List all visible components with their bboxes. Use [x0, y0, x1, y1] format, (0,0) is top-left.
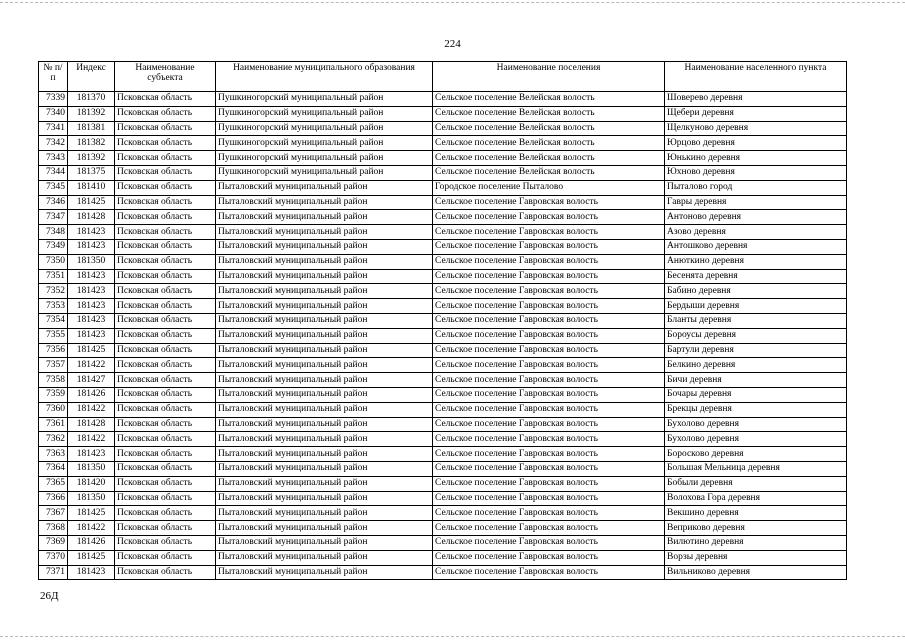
cell-municipality: Пушкиногорский муниципальный район: [216, 136, 433, 151]
cell-locality: Бесенята деревня: [665, 269, 847, 284]
table-row: [39, 521, 847, 536]
cell-index: 181423: [68, 269, 115, 284]
cell-subject: Псковская область: [115, 521, 216, 536]
cell-municipality: Пыталовский муниципальный район: [216, 313, 433, 328]
cell-settlement: Сельское поселение Гавровская волость: [433, 313, 665, 328]
cell-municipality: Пыталовский муниципальный район: [216, 358, 433, 373]
cell-municipality: Пыталовский муниципальный район: [216, 417, 433, 432]
cell-index: 181428: [68, 210, 115, 225]
cell-settlement: Сельское поселение Гавровская волость: [433, 535, 665, 550]
table-row: [39, 402, 847, 417]
cell-municipality: Пыталовский муниципальный район: [216, 180, 433, 195]
cell-municipality: Пыталовский муниципальный район: [216, 535, 433, 550]
cell-locality: Антошково деревня: [665, 239, 847, 254]
header-municipality: Наименование муниципального образования: [216, 62, 433, 92]
cell-settlement: Сельское поселение Гавровская волость: [433, 565, 665, 580]
page-number: 224: [444, 38, 461, 50]
cell-index: 181423: [68, 225, 115, 240]
cell-settlement: Сельское поселение Велейская волость: [433, 121, 665, 136]
cell-subject: Псковская область: [115, 432, 216, 447]
cell-locality: Антоново деревня: [665, 210, 847, 225]
cell-subject: Псковская область: [115, 165, 216, 180]
table-row: [39, 417, 847, 432]
header-settlement: Наименование поселения: [433, 62, 665, 92]
table-row: [39, 121, 847, 136]
cell-index: 181382: [68, 136, 115, 151]
cell-num: 7346: [39, 195, 68, 210]
cell-index: 181422: [68, 432, 115, 447]
cell-municipality: Пыталовский муниципальный район: [216, 195, 433, 210]
cell-settlement: Сельское поселение Велейская волость: [433, 165, 665, 180]
cell-settlement: Сельское поселение Гавровская волость: [433, 299, 665, 314]
table-row: [39, 225, 847, 240]
cell-municipality: Пушкиногорский муниципальный район: [216, 121, 433, 136]
cell-index: 181423: [68, 565, 115, 580]
cell-settlement: Городское поселение Пыталово: [433, 180, 665, 195]
cell-settlement: Сельское поселение Гавровская волость: [433, 550, 665, 565]
table-row: [39, 358, 847, 373]
cell-subject: Псковская область: [115, 402, 216, 417]
cell-subject: Псковская область: [115, 373, 216, 388]
cell-index: 181422: [68, 402, 115, 417]
table-row: [39, 343, 847, 358]
cell-subject: Псковская область: [115, 343, 216, 358]
cell-num: 7366: [39, 491, 68, 506]
cell-settlement: Сельское поселение Гавровская волость: [433, 476, 665, 491]
cell-locality: Вильниково деревня: [665, 565, 847, 580]
cell-municipality: Пыталовский муниципальный район: [216, 521, 433, 536]
cell-num: 7363: [39, 447, 68, 462]
cell-locality: Вилютино деревня: [665, 535, 847, 550]
cell-settlement: Сельское поселение Гавровская волость: [433, 373, 665, 388]
cell-settlement: Сельское поселение Гавровская волость: [433, 402, 665, 417]
cell-num: 7356: [39, 343, 68, 358]
cell-subject: Псковская область: [115, 550, 216, 565]
cell-subject: Псковская область: [115, 92, 216, 107]
cell-index: 181350: [68, 461, 115, 476]
table-row: [39, 565, 847, 580]
cell-num: 7343: [39, 151, 68, 166]
cell-num: 7360: [39, 402, 68, 417]
cell-subject: Псковская область: [115, 121, 216, 136]
cell-settlement: Сельское поселение Гавровская волость: [433, 343, 665, 358]
table-row: [39, 373, 847, 388]
cell-num: 7359: [39, 387, 68, 402]
cell-index: 181392: [68, 151, 115, 166]
cell-subject: Псковская область: [115, 106, 216, 121]
cell-settlement: Сельское поселение Гавровская волость: [433, 491, 665, 506]
cell-num: 7370: [39, 550, 68, 565]
cell-locality: Бичи деревня: [665, 373, 847, 388]
cell-num: 7342: [39, 136, 68, 151]
cell-subject: Псковская область: [115, 565, 216, 580]
cell-num: 7340: [39, 106, 68, 121]
table-row: [39, 151, 847, 166]
cell-subject: Псковская область: [115, 284, 216, 299]
cell-index: 181381: [68, 121, 115, 136]
cell-settlement: Сельское поселение Гавровская волость: [433, 521, 665, 536]
cell-municipality: Пыталовский муниципальный район: [216, 373, 433, 388]
cell-index: 181422: [68, 358, 115, 373]
cell-num: 7371: [39, 565, 68, 580]
table-row: [39, 92, 847, 107]
cell-municipality: Пыталовский муниципальный район: [216, 225, 433, 240]
cell-municipality: Пыталовский муниципальный район: [216, 432, 433, 447]
cell-locality: Бланты деревня: [665, 313, 847, 328]
cell-num: 7349: [39, 239, 68, 254]
table-row: [39, 136, 847, 151]
cell-settlement: Сельское поселение Гавровская волость: [433, 269, 665, 284]
cell-locality: Бухолово деревня: [665, 417, 847, 432]
table-row: [39, 299, 847, 314]
scan-edge-top: [0, 2, 905, 3]
cell-subject: Псковская область: [115, 358, 216, 373]
cell-settlement: Сельское поселение Велейская волость: [433, 92, 665, 107]
cell-subject: Псковская область: [115, 535, 216, 550]
cell-municipality: Пушкиногорский муниципальный район: [216, 106, 433, 121]
cell-index: 181427: [68, 373, 115, 388]
table-row: [39, 506, 847, 521]
cell-index: 181370: [68, 92, 115, 107]
cell-municipality: Пыталовский муниципальный район: [216, 254, 433, 269]
cell-subject: Псковская область: [115, 491, 216, 506]
cell-num: 7355: [39, 328, 68, 343]
cell-num: 7358: [39, 373, 68, 388]
cell-municipality: Пыталовский муниципальный район: [216, 387, 433, 402]
cell-subject: Псковская область: [115, 447, 216, 462]
cell-locality: Бочары деревня: [665, 387, 847, 402]
cell-num: 7357: [39, 358, 68, 373]
cell-municipality: Пыталовский муниципальный район: [216, 343, 433, 358]
cell-subject: Псковская область: [115, 299, 216, 314]
cell-num: 7364: [39, 461, 68, 476]
cell-subject: Псковская область: [115, 151, 216, 166]
cell-locality: Бартули деревня: [665, 343, 847, 358]
cell-municipality: Пыталовский муниципальный район: [216, 239, 433, 254]
cell-index: 181392: [68, 106, 115, 121]
cell-subject: Псковская область: [115, 195, 216, 210]
cell-settlement: Сельское поселение Гавровская волость: [433, 506, 665, 521]
cell-settlement: Сельское поселение Гавровская волость: [433, 461, 665, 476]
cell-subject: Псковская область: [115, 180, 216, 195]
cell-municipality: Пыталовский муниципальный район: [216, 506, 433, 521]
cell-locality: Бухолово деревня: [665, 432, 847, 447]
cell-municipality: Пыталовский муниципальный район: [216, 550, 433, 565]
cell-num: 7368: [39, 521, 68, 536]
table-row: [39, 210, 847, 225]
cell-num: 7351: [39, 269, 68, 284]
cell-index: 181422: [68, 521, 115, 536]
table-row: [39, 476, 847, 491]
table-row: [39, 106, 847, 121]
cell-locality: Щелкуново деревня: [665, 121, 847, 136]
cell-subject: Псковская область: [115, 269, 216, 284]
cell-num: 7365: [39, 476, 68, 491]
cell-locality: Волохова Гора деревня: [665, 491, 847, 506]
cell-settlement: Сельское поселение Гавровская волость: [433, 328, 665, 343]
cell-index: 181410: [68, 180, 115, 195]
cell-num: 7348: [39, 225, 68, 240]
cell-locality: Ворзы деревня: [665, 550, 847, 565]
header-locality: Наименование населенного пункта: [665, 62, 847, 92]
cell-index: 181423: [68, 328, 115, 343]
cell-num: 7350: [39, 254, 68, 269]
cell-index: 181425: [68, 550, 115, 565]
header-subject: Наименование субъекта: [115, 62, 216, 92]
cell-locality: Пыталово город: [665, 180, 847, 195]
cell-subject: Псковская область: [115, 387, 216, 402]
cell-num: 7353: [39, 299, 68, 314]
cell-municipality: Пыталовский муниципальный район: [216, 461, 433, 476]
cell-num: 7361: [39, 417, 68, 432]
cell-locality: Веприково деревня: [665, 521, 847, 536]
table-row: [39, 447, 847, 462]
cell-settlement: Сельское поселение Гавровская волость: [433, 239, 665, 254]
cell-settlement: Сельское поселение Гавровская волость: [433, 447, 665, 462]
cell-subject: Псковская область: [115, 210, 216, 225]
cell-index: 181350: [68, 491, 115, 506]
cell-municipality: Пыталовский муниципальный район: [216, 210, 433, 225]
table-row: [39, 254, 847, 269]
cell-index: 181428: [68, 417, 115, 432]
cell-municipality: Пыталовский муниципальный район: [216, 476, 433, 491]
cell-settlement: Сельское поселение Гавровская волость: [433, 387, 665, 402]
cell-subject: Псковская область: [115, 506, 216, 521]
cell-locality: Бобыли деревня: [665, 476, 847, 491]
cell-settlement: Сельское поселение Гавровская волость: [433, 254, 665, 269]
cell-locality: Большая Мельница деревня: [665, 461, 847, 476]
cell-locality: Белкино деревня: [665, 358, 847, 373]
table-row: [39, 269, 847, 284]
scan-edge-bottom: [0, 636, 905, 637]
table-row: [39, 328, 847, 343]
cell-index: 181423: [68, 299, 115, 314]
cell-locality: Щебери деревня: [665, 106, 847, 121]
cell-municipality: Пушкиногорский муниципальный район: [216, 151, 433, 166]
table-row: [39, 550, 847, 565]
cell-municipality: Пыталовский муниципальный район: [216, 284, 433, 299]
cell-num: 7354: [39, 313, 68, 328]
cell-settlement: Сельское поселение Гавровская волость: [433, 225, 665, 240]
table-row: [39, 239, 847, 254]
cell-municipality: Пушкиногорский муниципальный район: [216, 165, 433, 180]
table-row: [39, 535, 847, 550]
cell-settlement: Сельское поселение Гавровская волость: [433, 284, 665, 299]
cell-index: 181426: [68, 535, 115, 550]
cell-locality: Юрцово деревня: [665, 136, 847, 151]
cell-subject: Псковская область: [115, 254, 216, 269]
cell-subject: Псковская область: [115, 417, 216, 432]
footer-code: 26Д: [40, 590, 59, 602]
cell-settlement: Сельское поселение Велейская волость: [433, 106, 665, 121]
cell-subject: Псковская область: [115, 136, 216, 151]
cell-settlement: Сельское поселение Велейская волость: [433, 151, 665, 166]
table-header-row: [39, 62, 847, 92]
cell-index: 181426: [68, 387, 115, 402]
table-row: [39, 461, 847, 476]
cell-index: 181423: [68, 284, 115, 299]
cell-municipality: Пыталовский муниципальный район: [216, 565, 433, 580]
cell-municipality: Пыталовский муниципальный район: [216, 402, 433, 417]
cell-subject: Псковская область: [115, 461, 216, 476]
cell-num: 7341: [39, 121, 68, 136]
cell-num: 7362: [39, 432, 68, 447]
cell-settlement: Сельское поселение Гавровская волость: [433, 417, 665, 432]
cell-settlement: Сельское поселение Гавровская волость: [433, 432, 665, 447]
cell-locality: Брекцы деревня: [665, 402, 847, 417]
cell-num: 7352: [39, 284, 68, 299]
cell-index: 181425: [68, 195, 115, 210]
table-row: [39, 387, 847, 402]
cell-num: 7344: [39, 165, 68, 180]
table-row: [39, 284, 847, 299]
cell-index: 181420: [68, 476, 115, 491]
table-row: [39, 165, 847, 180]
table-row: [39, 432, 847, 447]
cell-locality: Бабино деревня: [665, 284, 847, 299]
cell-settlement: Сельское поселение Велейская волость: [433, 136, 665, 151]
cell-municipality: Пушкиногорский муниципальный район: [216, 92, 433, 107]
cell-index: 181375: [68, 165, 115, 180]
cell-index: 181423: [68, 239, 115, 254]
cell-index: 181425: [68, 506, 115, 521]
cell-settlement: Сельское поселение Гавровская волость: [433, 210, 665, 225]
cell-municipality: Пыталовский муниципальный район: [216, 328, 433, 343]
cell-num: 7367: [39, 506, 68, 521]
cell-locality: Азово деревня: [665, 225, 847, 240]
header-num: № п/п: [39, 62, 68, 92]
cell-subject: Псковская область: [115, 239, 216, 254]
cell-municipality: Пыталовский муниципальный район: [216, 269, 433, 284]
table-row: [39, 180, 847, 195]
cell-locality: Бороусы деревня: [665, 328, 847, 343]
table-row: [39, 491, 847, 506]
cell-locality: Юхново деревня: [665, 165, 847, 180]
cell-settlement: Сельское поселение Гавровская волость: [433, 195, 665, 210]
cell-locality: Юнькино деревня: [665, 151, 847, 166]
cell-municipality: Пыталовский муниципальный район: [216, 299, 433, 314]
cell-locality: Гавры деревня: [665, 195, 847, 210]
cell-subject: Псковская область: [115, 328, 216, 343]
cell-num: 7369: [39, 535, 68, 550]
cell-municipality: Пыталовский муниципальный район: [216, 447, 433, 462]
table-row: [39, 195, 847, 210]
cell-subject: Псковская область: [115, 476, 216, 491]
cell-num: 7347: [39, 210, 68, 225]
table-body: [39, 92, 847, 580]
cell-index: 181423: [68, 447, 115, 462]
cell-locality: Векшино деревня: [665, 506, 847, 521]
cell-locality: Бердыши деревня: [665, 299, 847, 314]
table-row: [39, 313, 847, 328]
cell-settlement: Сельское поселение Гавровская волость: [433, 358, 665, 373]
cell-subject: Псковская область: [115, 225, 216, 240]
cell-index: 181350: [68, 254, 115, 269]
cell-index: 181423: [68, 313, 115, 328]
cell-index: 181425: [68, 343, 115, 358]
header-index: Индекс: [68, 62, 115, 92]
settlements-table: [38, 61, 847, 580]
cell-locality: Боросково деревня: [665, 447, 847, 462]
cell-locality: Анюткино деревня: [665, 254, 847, 269]
cell-locality: Шоверево деревня: [665, 92, 847, 107]
cell-municipality: Пыталовский муниципальный район: [216, 491, 433, 506]
cell-num: 7339: [39, 92, 68, 107]
cell-subject: Псковская область: [115, 313, 216, 328]
cell-num: 7345: [39, 180, 68, 195]
